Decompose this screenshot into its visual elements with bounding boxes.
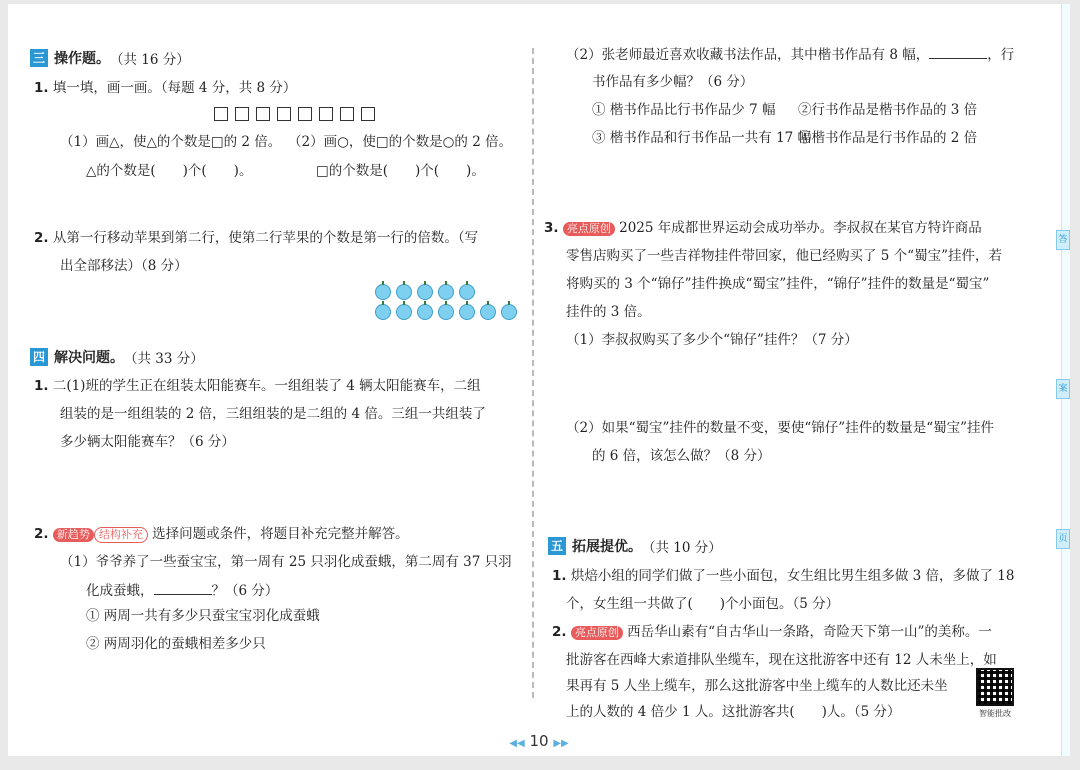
section-score: （共 16 分）	[110, 52, 190, 68]
qr-code-label: 智能批改	[979, 709, 1011, 718]
sub-question-3-1: （1）李叔叔购买了多少个“锦仔”挂件？（7 分）	[566, 332, 858, 348]
square-row	[214, 107, 380, 121]
question-number: 2.	[34, 526, 49, 542]
sub-question-text: 化成蚕蛾，	[86, 583, 154, 599]
side-tab-3[interactable]: 页	[1056, 529, 1070, 549]
original-tag: 亮点原创	[571, 626, 623, 640]
section-score: （共 10 分）	[642, 540, 722, 556]
question-text: 选择问题或条件，将题目补充完整并解答。	[152, 526, 409, 542]
new-trend-tag: 新趋势	[53, 528, 94, 542]
apple-icon[interactable]	[375, 284, 391, 300]
prev-arrows-icon: ◀◀	[509, 738, 525, 749]
next-arrows-icon: ▶▶	[553, 738, 569, 749]
side-tab-2[interactable]: 案	[1056, 379, 1070, 399]
apple-icon[interactable]	[417, 284, 433, 300]
apple-icon[interactable]	[438, 304, 454, 320]
side-tab-1[interactable]: 答	[1056, 230, 1070, 250]
apple-row-2	[375, 304, 522, 320]
sub-question-3-2-line-1: （2）如果“蜀宝”挂件的数量不变，要使“锦仔”挂件的数量是“蜀宝”挂件	[566, 420, 994, 436]
apple-icon[interactable]	[438, 284, 454, 300]
apple-icon[interactable]	[480, 304, 496, 320]
section-number: 三	[30, 49, 48, 67]
sub-question-2-1-line-1: （1）爷爷养了一些蚕宝宝，第一周有 25 只羽化成蚕蛾，第二周有 37 只羽	[60, 554, 512, 570]
sub-question-1-2: （2）画○，使□的个数是○的 2 倍。	[288, 134, 513, 150]
square-shape	[256, 107, 270, 121]
column-divider	[532, 48, 535, 698]
question-text-line-2: 零售店购买了一些吉祥物挂件带回家，他已经购买了 5 个“蜀宝”挂件，若	[566, 248, 1002, 264]
answer-line-1-1: △的个数是( )个( )。	[86, 163, 253, 179]
question-text-line-2: 个，女生组一共做了( )个小面包。（5 分）	[566, 596, 840, 612]
question-5-2	[552, 622, 992, 642]
question-text-line-3: 多少辆太阳能赛车？（6 分）	[60, 434, 235, 450]
question-4-3	[544, 218, 982, 238]
question-3-2	[34, 228, 478, 248]
apple-row-1	[375, 284, 480, 300]
square-shape	[235, 107, 249, 121]
question-text: 填一填，画一画。（每题 4 分，共 8 分）	[52, 80, 297, 96]
apple-icon[interactable]	[459, 304, 475, 320]
apple-icon[interactable]	[459, 284, 475, 300]
option-row-2a: ③ 楷书作品和行书作品一共有 17 幅	[592, 130, 812, 146]
question-text-line-2: 出全部移法）（8 分）	[60, 258, 188, 274]
question-text-line-4: 上的人数的 4 倍少 1 人。这批游客共( )人。（5 分）	[566, 704, 901, 720]
section-5-header	[548, 536, 722, 556]
question-number: 3.	[544, 220, 559, 236]
question-text-line-2: 批游客在西峰大索道排队坐缆车，现在这批游客中还有 12 人未坐上，如	[566, 652, 997, 668]
apple-icon[interactable]	[417, 304, 433, 320]
square-shape	[361, 107, 375, 121]
original-tag: 亮点原创	[563, 222, 615, 236]
square-shape	[340, 107, 354, 121]
page-number: 10	[529, 732, 549, 750]
answer-line-1-2: □的个数是( )个( )。	[316, 163, 485, 179]
question-text-line-2: 组装的是一组组装的 2 倍，三组组装的是二组的 4 倍。三组一共组装了	[60, 406, 486, 422]
square-shape	[277, 107, 291, 121]
question-number: 1.	[34, 378, 49, 394]
question-3-1	[34, 78, 296, 98]
question-text-line-1: 烘焙小组的同学们做了一些小面包，女生组比男生组多做 3 倍，多做了 18	[570, 568, 1015, 584]
qr-code-icon[interactable]	[976, 668, 1014, 706]
apple-icon[interactable]	[375, 304, 391, 320]
sub-question-suffix: ，行	[987, 47, 1015, 63]
question-number: 1.	[552, 568, 567, 584]
section-4-header	[30, 347, 204, 367]
section-title: 解决问题。	[54, 350, 124, 366]
square-shape	[298, 107, 312, 121]
option-2: ② 两周羽化的蚕蛾相差多少只	[86, 636, 266, 652]
sub-question-text: （2）张老师最近喜欢收藏书法作品，其中楷书作品有 8 幅，	[566, 47, 930, 63]
question-5-1	[552, 566, 1014, 586]
option-row-1b: ②行书作品是楷书作品的 3 倍	[798, 102, 978, 118]
worksheet-page	[8, 4, 1070, 756]
sub-question-1-1: （1）画△，使△的个数是□的 2 倍。	[60, 134, 282, 150]
square-shape	[319, 107, 333, 121]
square-shape	[214, 107, 228, 121]
apple-icon[interactable]	[396, 284, 412, 300]
question-number: 2.	[552, 624, 567, 640]
section-number: 四	[30, 348, 48, 366]
section-3-header	[30, 48, 190, 68]
sub-question-3-2-line-2: 的 6 倍，该怎么做？（8 分）	[592, 448, 771, 464]
apple-icon[interactable]	[396, 304, 412, 320]
option-row-1a: ① 楷书作品比行书作品少 7 幅	[592, 102, 776, 118]
question-text-line-1: 二(1)班的学生正在组装太阳能赛车。一组组装了 4 辆太阳能赛车，二组	[52, 378, 481, 394]
question-text-line-1: 从第一行移动苹果到第二行，使第二行苹果的个数是第一行的倍数。（写	[52, 230, 479, 246]
section-title: 操作题。	[54, 51, 110, 67]
option-row-2b: ④楷书作品是行书作品的 2 倍	[798, 130, 978, 146]
section-number: 五	[548, 537, 566, 555]
sub-question-2-1-line-2	[86, 580, 278, 601]
question-text-line-1: 西岳华山素有“自古华山一条路，奇险天下第一山”的美称。一	[627, 624, 992, 640]
question-text-line-3: 将购买的 3 个“锦仔”挂件换成“蜀宝”挂件，“锦仔”挂件的数量是“蜀宝”	[566, 276, 990, 292]
question-text-line-1: 2025 年成都世界运动会成功举办。李叔叔在某官方特许商品	[619, 220, 982, 236]
section-title: 拓展提优。	[572, 539, 642, 555]
option-1: ① 两周一共有多少只蚕宝宝羽化成蚕蛾	[86, 608, 320, 624]
question-number: 1.	[34, 80, 49, 96]
qr-code-block[interactable]	[976, 668, 1014, 719]
question-text-line-4: 挂件的 3 倍。	[566, 304, 651, 320]
page-footer	[8, 732, 1070, 750]
sub-question-suffix: ？（6 分）	[211, 583, 279, 599]
apple-icon[interactable]	[501, 304, 517, 320]
sub-question-2-2-line-1	[566, 44, 1014, 65]
question-4-1	[34, 376, 481, 396]
section-score: （共 33 分）	[124, 351, 204, 367]
sub-question-2-2-line-2: 书作品有多少幅？（6 分）	[592, 74, 754, 90]
fill-blank[interactable]	[929, 44, 987, 59]
question-text-line-3: 果再有 5 人坐上缆车，那么这批游客中坐上缆车的人数比还未坐	[566, 678, 948, 694]
structure-tag: 结构补充	[94, 527, 148, 543]
fill-blank[interactable]	[154, 580, 212, 595]
question-4-2	[34, 524, 409, 544]
question-number: 2.	[34, 230, 49, 246]
